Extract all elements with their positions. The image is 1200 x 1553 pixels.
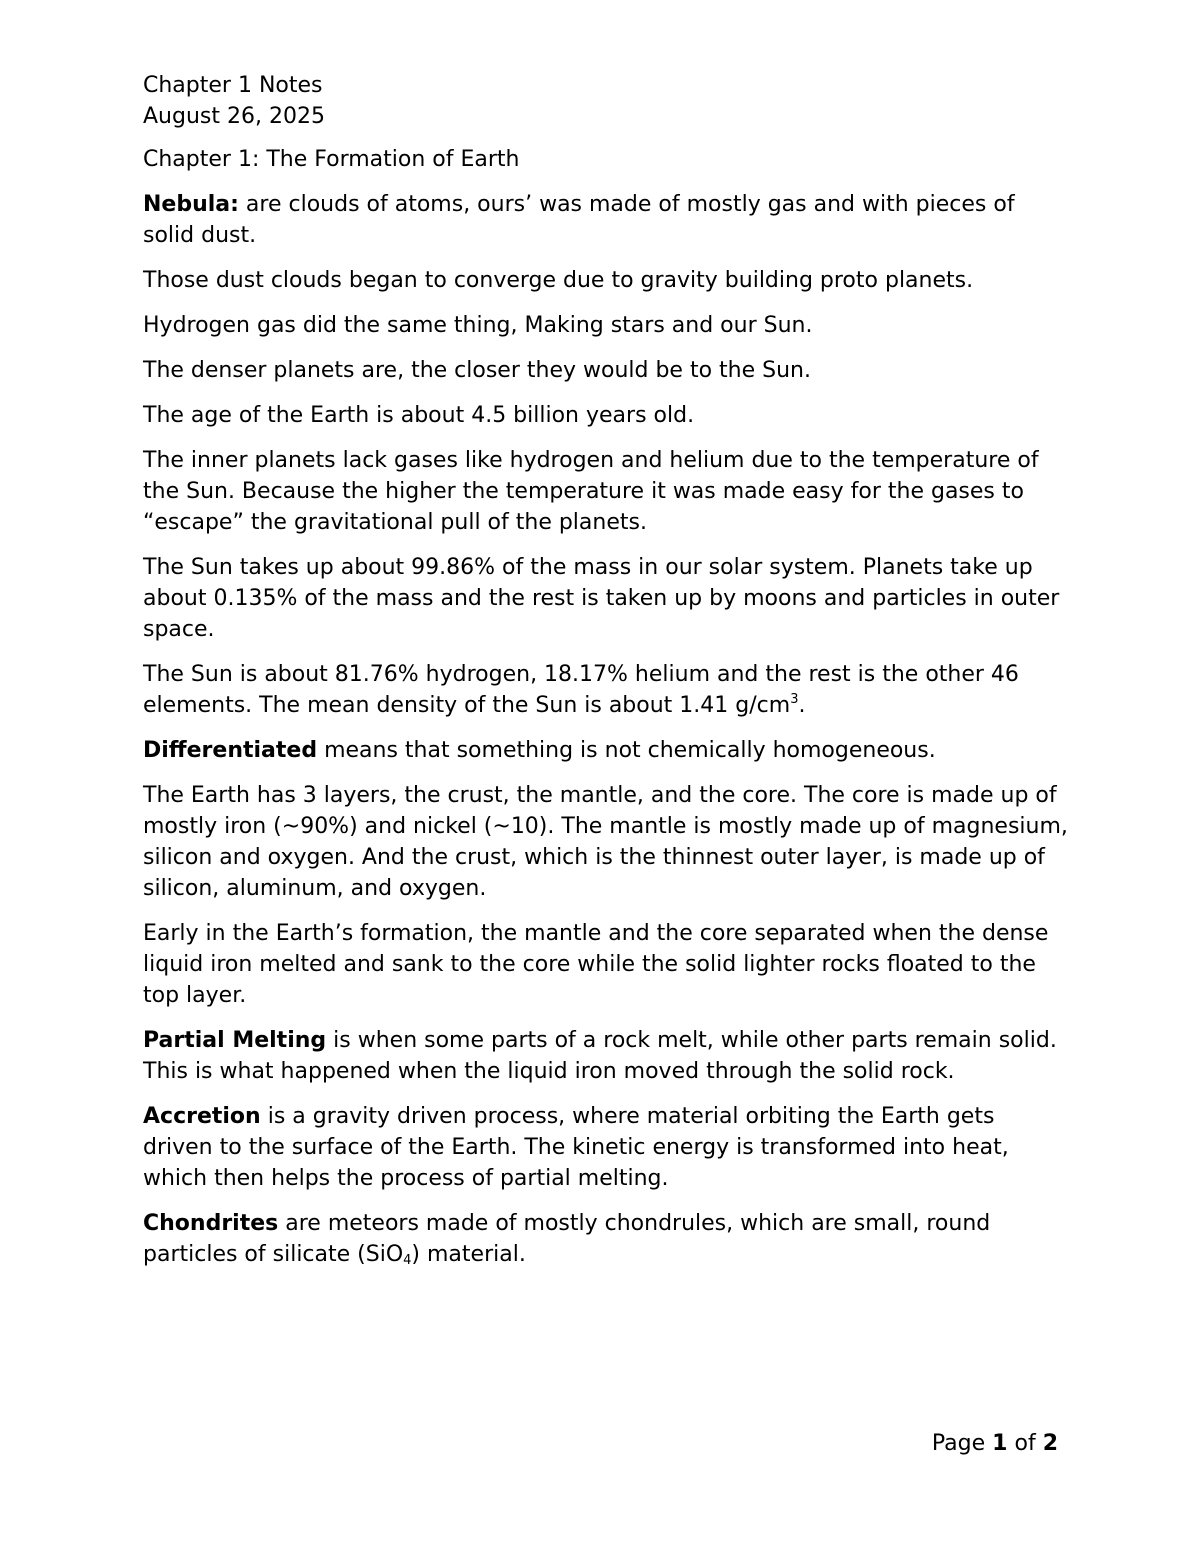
paragraph-dust: Those dust clouds began to converge due to gravity building proto planets. — [143, 268, 974, 293]
term-chondrites: Chondrites — [143, 1211, 279, 1236]
notes-title: Chapter 1 Notes — [143, 73, 323, 98]
paragraph-mass: The Sun takes up about 99.86% of the mass in our solar system. Planets take up about 0.135% of the mass and the rest is taken up by moons and particles in outer space. — [143, 555, 1060, 642]
paragraph-hydrogen: Hydrogen gas did the same thing, Making stars and our Sun. — [143, 313, 813, 338]
paragraph-denser: The denser planets are, the closer they would be to the Sun. — [143, 358, 811, 383]
paragraph-chondrites — [143, 1208, 1068, 1270]
paragraph-composition — [143, 659, 1068, 721]
paragraph-early-formation: Early in the Earth’s formation, the mantle and the core separated when the dense liquid iron melted and sank to the core while the solid lighter rocks floated to the top layer. — [143, 921, 1049, 1008]
page-word: Page — [931, 1431, 993, 1456]
paragraph-chondrites-end: ) material. — [411, 1242, 526, 1267]
paragraph-partial-melting-text: is when some parts of a rock melt, while other parts remain solid. This is what happened when the liquid iron moved through the solid rock. — [143, 1028, 1057, 1084]
paragraph-partial-melting — [143, 1025, 1068, 1087]
term-differentiated: Differentiated — [143, 738, 318, 763]
paragraph-age: The age of the Earth is about 4.5 billion years old. — [143, 403, 695, 428]
document-body — [143, 70, 1068, 1270]
paragraph-composition-end: . — [798, 693, 806, 718]
paragraph-nebula — [143, 189, 1068, 251]
paragraph-layers: The Earth has 3 layers, the crust, the mantle, and the core. The core is made up of mostly iron (~90%) and nickel (~10). The mantle is mostly made up of magnesium, silicon and oxygen. And the crust, which is the thinnest outer layer, is made up of silicon, aluminum, and oxygen. — [143, 783, 1068, 901]
chapter-heading: Chapter 1: The Formation of Earth — [143, 147, 520, 172]
notes-date: August 26, 2025 — [143, 104, 325, 129]
paragraph-nebula-text: are clouds of atoms, ours’ was made of mostly gas and with pieces of solid dust. — [143, 192, 1015, 248]
paragraph-accretion-text: is a gravity driven process, where material orbiting the Earth gets driven to the surface of the Earth. The kinetic energy is transformed into heat, which then helps the process of partial melting. — [143, 1104, 1009, 1191]
subscript-4: 4 — [403, 1253, 412, 1268]
paragraph-accretion — [143, 1101, 1068, 1194]
page-number-footer — [932, 1428, 1058, 1459]
term-partial-melting: Partial Melting — [143, 1028, 327, 1053]
of-word: of — [1007, 1431, 1043, 1456]
paragraph-differentiated — [143, 735, 1068, 766]
paragraph-composition-text: The Sun is about 81.76% hydrogen, 18.17% helium and the rest is the other 46 elements. The mean density of the Sun is about 1.41 g/cm — [143, 662, 1019, 718]
current-page-number: 1 — [992, 1431, 1008, 1456]
term-nebula: Nebula: — [143, 192, 239, 217]
superscript-3: 3 — [790, 692, 799, 707]
paragraph-chondrites-text: are meteors made of mostly chondrules, which are small, round particles of silicate (SiO — [143, 1211, 991, 1267]
total-pages-number: 2 — [1042, 1431, 1058, 1456]
term-accretion: Accretion — [143, 1104, 261, 1129]
paragraph-inner-planets: The inner planets lack gases like hydrogen and helium due to the temperature of the Sun. Because the higher the temperature it was made easy for the gases to “escape” the gravitational pull of the planets. — [143, 448, 1039, 535]
paragraph-differentiated-text: means that something is not chemically homogeneous. — [317, 738, 936, 763]
